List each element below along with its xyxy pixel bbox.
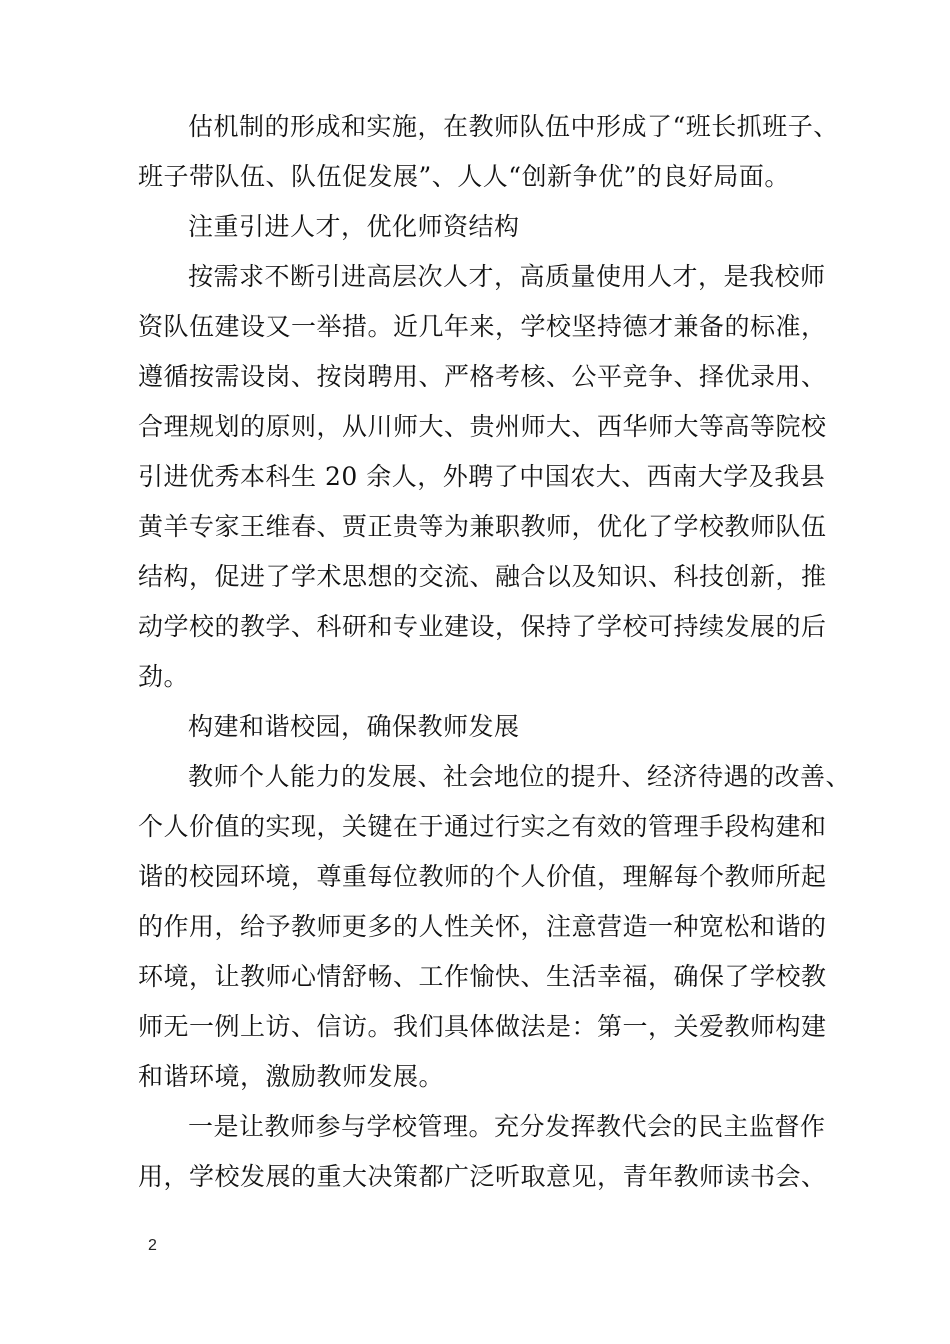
paragraph-line: 资队伍建设又一举措。近几年来，学校坚持德才兼备的标准，: [138, 312, 827, 341]
section-heading: 构建和谐校园，确保教师发展: [188, 712, 520, 741]
paragraph-line: 教师个人能力的发展、社会地位的提升、经济待遇的改善、: [188, 762, 852, 791]
paragraph-line: 黄羊专家王维春、贾正贵等为兼职教师，优化了学校教师队伍: [138, 512, 827, 541]
paragraph-line: 合理规划的原则，从川师大、贵州师大、西华师大等高等院校: [138, 412, 827, 441]
paragraph-line: 个人价值的实现，关键在于通过行实之有效的管理手段构建和: [138, 812, 827, 841]
paragraph-line: 结构，促进了学术思想的交流、融合以及知识、科技创新，推: [138, 562, 827, 591]
paragraph-line: 动学校的教学、科研和专业建设，保持了学校可持续发展的后: [138, 612, 827, 641]
paragraph-line: 引进优秀本科生 20 余人，外聘了中国农大、西南大学及我县: [138, 462, 826, 491]
paragraph-line: 一是让教师参与学校管理。充分发挥教代会的民主监督作: [188, 1112, 826, 1141]
paragraph-line: 遵循按需设岗、按岗聘用、严格考核、公平竞争、择优录用、: [138, 362, 827, 391]
page-number: 2: [148, 1237, 157, 1254]
paragraph-line: 的作用，给予教师更多的人性关怀，注意营造一种宽松和谐的: [138, 912, 827, 941]
paragraph-line: 用，学校发展的重大决策都广泛听取意见，青年教师读书会、: [138, 1162, 827, 1191]
paragraph-line: 谐的校园环境，尊重每位教师的个人价值，理解每个教师所起: [138, 862, 827, 891]
paragraph-line: 劲。: [138, 662, 190, 691]
paragraph-line: 和谐环境，激励教师发展。: [138, 1062, 445, 1091]
paragraph-line: 按需求不断引进高层次人才，高质量使用人才，是我校师: [188, 262, 826, 291]
paragraph-line: 估机制的形成和实施，在教师队伍中形成了“班长抓班子、: [188, 112, 839, 141]
paragraph-line: 师无一例上访、信访。我们具体做法是：第一，关爱教师构建: [138, 1012, 827, 1041]
paragraph-line: 环境，让教师心情舒畅、工作愉快、生活幸福，确保了学校教: [138, 962, 827, 991]
paragraph-line: 班子带队伍、队伍促发展”、人人“创新争优”的良好局面。: [138, 162, 790, 191]
section-heading: 注重引进人才，优化师资结构: [188, 212, 520, 241]
